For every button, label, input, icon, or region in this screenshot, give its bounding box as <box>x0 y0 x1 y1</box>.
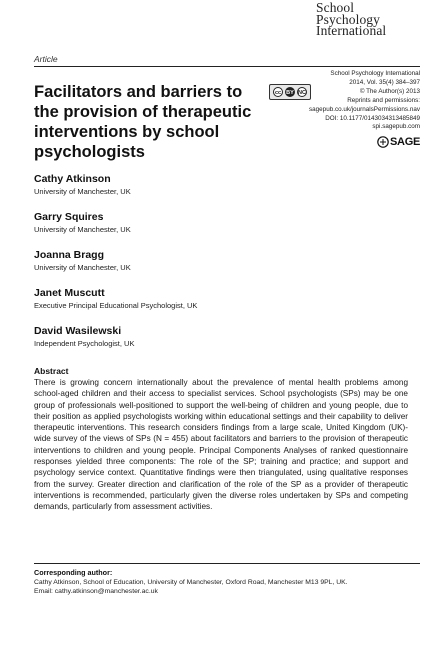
author-entry <box>34 211 414 249</box>
author-name: Joanna Bragg <box>34 249 105 261</box>
journal-logo-line1: School <box>316 0 355 15</box>
article-title: Facilitators and barriers to the provision of therapeutic interventions by school psychologists <box>34 83 252 161</box>
author-affiliation: Executive Principal Educational Psychologist, UK <box>34 301 198 310</box>
corresponding-heading: Corresponding author: <box>34 568 113 577</box>
author-affiliation: University of Manchester, UK <box>34 225 131 234</box>
nc-icon: NC <box>297 87 307 97</box>
author-name: Garry Squires <box>34 211 104 223</box>
author-affiliation: University of Manchester, UK <box>34 263 131 272</box>
doi-text[interactable]: DOI: 10.1177/0143034313485849 <box>325 114 420 122</box>
reprints-label: Reprints and permissions: <box>347 96 420 104</box>
author-name: Janet Muscutt <box>34 287 105 299</box>
journal-logo-line2: Psychology <box>316 11 381 27</box>
author-entry <box>34 325 414 363</box>
abstract-section <box>34 366 408 513</box>
corresponding-author <box>34 568 414 597</box>
by-icon: BY <box>285 87 295 97</box>
journal-name: School Psychology International <box>330 70 420 77</box>
author-entry <box>34 173 414 211</box>
author-name: Cathy Atkinson <box>34 173 111 185</box>
article-type-label: Article <box>34 54 58 64</box>
copyright-notice: © The Author(s) 2013 <box>359 87 420 95</box>
sage-wordmark: SAGE <box>390 136 420 148</box>
permissions-link[interactable]: sagepub.co.uk/journalsPermissions.nav <box>309 105 420 113</box>
author-affiliation: Independent Psychologist, UK <box>34 339 135 348</box>
journal-site-link[interactable]: spi.sagepub.com <box>372 123 420 131</box>
journal-logo-line3: International <box>316 23 387 38</box>
author-name: David Wasilewski <box>34 325 122 337</box>
publication-meta <box>270 70 420 132</box>
journal-logo <box>316 2 420 37</box>
volume-info: 2014, Vol. 35(4) 384–397 <box>349 78 420 86</box>
sage-mark-icon <box>377 136 389 148</box>
abstract-heading: Abstract <box>34 366 69 376</box>
corresponding-email[interactable]: Email: cathy.atkinson@manchester.ac.uk <box>34 588 158 596</box>
author-entry <box>34 287 414 325</box>
author-list <box>34 173 414 363</box>
sage-logo <box>377 136 420 148</box>
footer-divider <box>34 563 420 564</box>
abstract-text: There is growing concern internationally about the prevalence of mental health problems among school-aged children and their access to specialist services. School psychologists (SPs) may be one group of professionals well-positioned to support the well-being of children and young people, due to their position as applied psychologists working within educational settings and their capability to deliver therapeutic interventions. This research considers findings from a large scale, United Kingdom (UK)-wide survey of the views of SPs (N = 455) about facilitators and barriers to the provision of therapeutic interventions to children and young people. Principal Components Analyses of ranked questionnaire responses yielded three components: The role of the SP; training and practice; and support and psychology service context. Quantitative findings were then triangulated, using qualitative responses from the survey. Greater direction and clarification of the role of the SP as a provider of therapeutic interventions is recommended, particularly given the diverse roles undertaken by SPs and competing demands, particularly from assessment activities. <box>34 378 408 512</box>
corresponding-address: Cathy Atkinson, School of Education, University of Manchester, Oxford Road, Manchester M13 9PL, UK. <box>34 578 348 586</box>
author-entry <box>34 249 414 287</box>
header-divider <box>34 66 420 67</box>
author-affiliation: University of Manchester, UK <box>34 187 131 196</box>
cc-icon: cc <box>273 87 283 97</box>
